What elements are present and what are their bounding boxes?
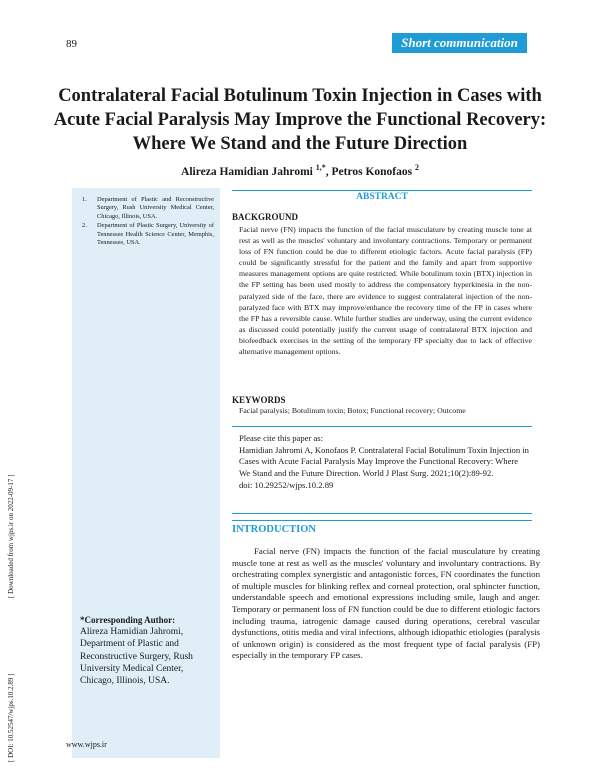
corresponding-author: [80, 614, 214, 687]
introduction-heading: INTRODUCTION: [232, 520, 532, 536]
introduction-text: Facial nerve (FN) impacts the function of the facial musculature by creating muscle tone at rest as well as the muscles' voluntary and involuntary contractions. By orchestrating complex synergistic and antagonistic forces, FN coordinates the function of multiple muscles for blinking reflex and corneal protection, oral sphincter function, understandable speech and emotional expressions including smile, laugh and anger. Temporary or permanent loss of FN function could be due to different etiologic factors including trauma, iatrogenic damage caused during operations, cerebral vascular dysfunctions, otitis media and viral infections, although idiopathic etiologies (paralysis of unknown origin) is considered as the most frequent type of facial paralysis (FP) especially in the temporary FP cases.: [232, 546, 540, 661]
author-name: Alireza Hamidian Jahromi: [181, 165, 313, 178]
page-number: 89: [66, 38, 77, 50]
author-affiliation-mark: 2: [414, 163, 419, 172]
abstract-heading: ABSTRACT: [232, 190, 532, 204]
affiliation-number: 2.: [82, 222, 87, 230]
side-doi-note: [ DOI: 10.52547/wjps.10.2.89 ]: [7, 673, 15, 762]
citation-block: [239, 433, 529, 492]
corresponding-author-heading: *Corresponding Author:: [80, 615, 176, 625]
side-download-note: [ Downloaded from wjps.ir on 2022-09-17 ]: [7, 474, 15, 598]
article-type-badge: Short communication: [392, 33, 527, 53]
affiliation-number: 1.: [82, 196, 87, 203]
affiliation-list: [82, 196, 214, 248]
citation-text: Hamidian Jahromi A, Konofaos P. Contralateral Facial Botulinum Toxin Injection in Cases with Acute Facial Paralysis May Improve the Functional Recovery: Where We Stand and the Future Direction. World J Plast Surg. 2021;10(2):89-92.: [239, 444, 529, 479]
affiliation-item: [82, 222, 214, 247]
footer-website: www.wjps.ir: [66, 740, 107, 749]
author-name: Petros Konofaos: [331, 165, 413, 178]
affiliation-item: [82, 196, 214, 221]
background-text: Facial nerve (FN) impacts the function of the facial musculature by creating muscle tone at rest as well as the muscles' voluntary and involuntary contractions. Temporary or permanent loss of FN function could be due to different etiologic factors. Acute facial paralysis (FP) could be significantly stressful for the patient and the family and apart from supportive measures management options are quite restricted. While botulinum toxin (BTX) injection in the FP setting has been used mostly to address the compensatory hyperkinesia in the non-paralyzed side of the face, there are evidence to suggest contralateral injection of the non-paralyzed face with BTX may improve/enhance the recovery time of the FP in cases where the FP has a reversible cause. While further studies are underway, using the current evidence as discussed could potentially justify the current usage of contralateral BTX injection and biofeedback exercises in the setting of the temporary FP specialty due to lack of effective alternative management options.: [239, 225, 532, 357]
author-separator: ,: [325, 165, 332, 178]
author-line: [60, 163, 540, 178]
keywords-label: KEYWORDS: [232, 395, 286, 405]
background-label: BACKGROUND: [232, 212, 299, 222]
corresponding-author-text: Alireza Hamidian Jahromi, Department of Plastic and Reconstructive Surgery, Rush University Medical Center, Chicago, Illinois, USA.: [80, 627, 193, 687]
keywords-text: Facial paralysis; Botulinum toxin; Botox; Functional recovery; Outcome: [239, 406, 466, 415]
author-affiliation-mark: 1,*: [315, 163, 326, 172]
affiliation-text: Department of Plastic Surgery, University of Tennessee Health Science Center, Memphis, Tennessee, USA.: [97, 222, 214, 247]
citation-doi: doi: 10.29252/wjps.10.2.89: [239, 479, 334, 490]
affiliation-text: Department of Plastic and Reconstructive Surgery, Rush University Medical Center, Chicago, Illinois, USA.: [97, 196, 214, 220]
citation-intro: Please cite this paper as:: [239, 433, 323, 443]
article-title: Contralateral Facial Botulinum Toxin Injection in Cases with Acute Facial Paralysis May Improve the Functional Recovery: Where We Stand and the Future Direction: [53, 86, 547, 154]
